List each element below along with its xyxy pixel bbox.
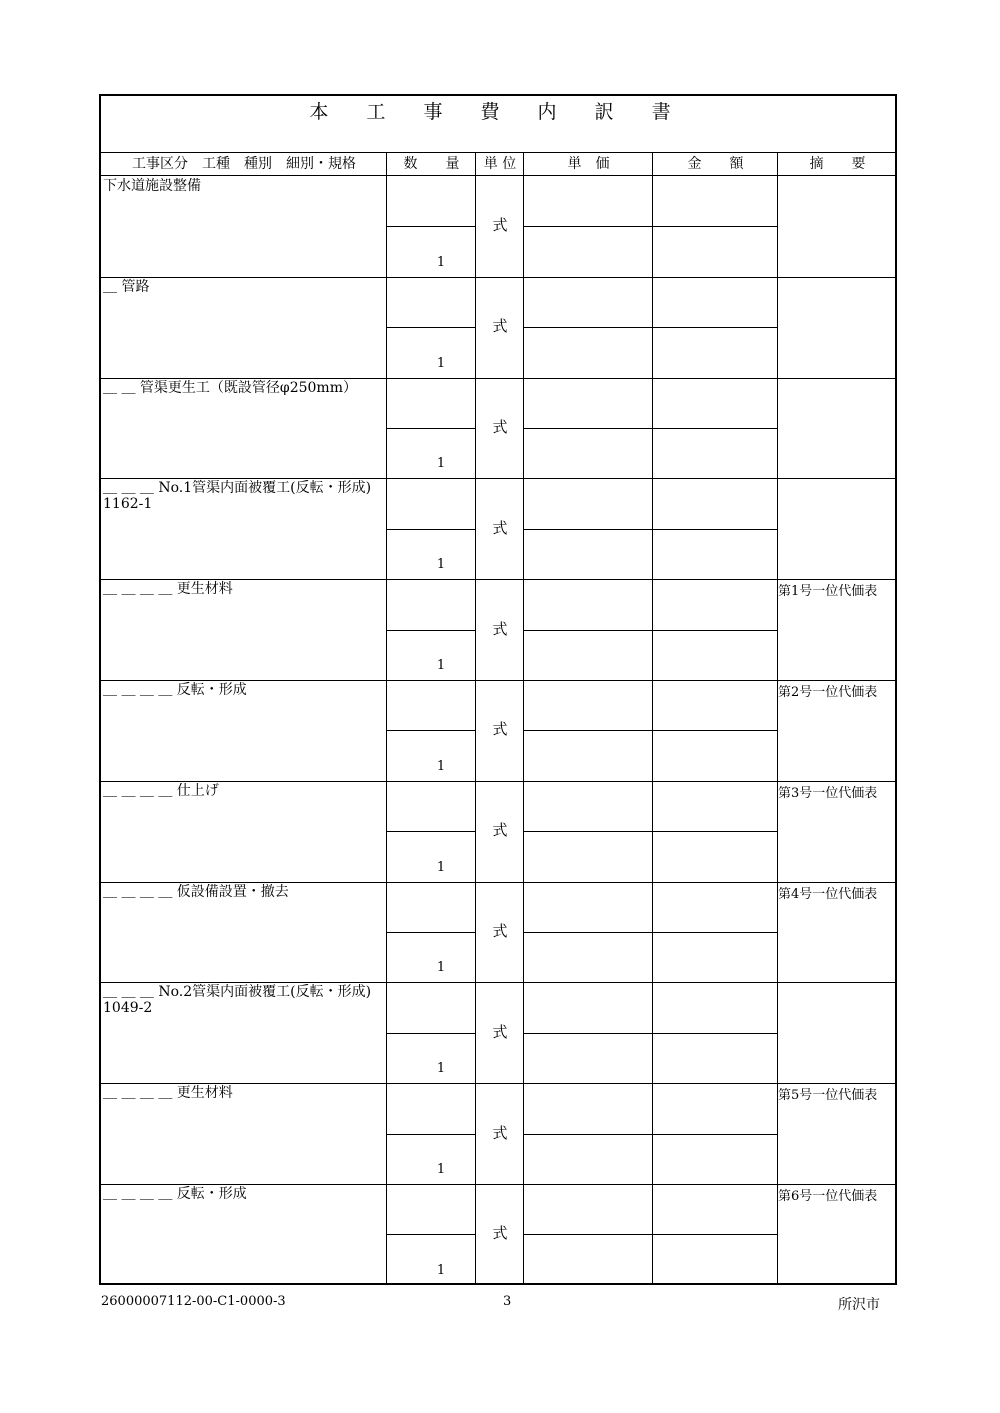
- item-unit: 式: [492, 418, 508, 436]
- item-quantity: 1: [436, 960, 446, 976]
- row-split-line: [386, 529, 475, 530]
- row-split-line: [523, 1134, 777, 1135]
- row-split-line: [523, 1234, 777, 1235]
- item-remarks: 第1号一位代価表: [778, 584, 878, 600]
- item-unit: 式: [492, 922, 508, 940]
- row-split-line: [386, 226, 475, 227]
- item-unit: 式: [492, 1224, 508, 1243]
- row-split-line: [523, 428, 777, 429]
- item-quantity: 1: [436, 658, 446, 673]
- item-description: ＿ ＿ ＿ ＿ 反転・形成: [103, 682, 247, 698]
- document-title: 本 工 事 費 内 訳 書: [309, 101, 687, 123]
- header-item: 工事区分 工種 種別 細別・規格: [101, 152, 387, 176]
- item-description: ＿ ＿ ＿ ＿ 反転・形成: [103, 1186, 247, 1202]
- item-remarks: 第4号一位代価表: [778, 886, 878, 902]
- item-description: 下水道施設整備: [103, 178, 201, 194]
- row-border: [101, 680, 895, 681]
- item-unit: 式: [492, 518, 508, 537]
- item-quantity: 1: [436, 557, 446, 573]
- row-split-line: [523, 226, 777, 227]
- row-split-line: [386, 932, 475, 933]
- header-unit-price: 単 価: [524, 152, 653, 176]
- item-description: ＿ 管路: [103, 278, 150, 295]
- cost-breakdown-sheet: [99, 94, 897, 1285]
- row-split-line: [523, 831, 777, 832]
- item-quantity: 1: [436, 254, 446, 270]
- item-description: ＿ ＿ ＿ ＿ 更生材料: [103, 581, 233, 598]
- item-remarks: 第2号一位代価表: [778, 685, 878, 700]
- item-quantity: 1: [436, 355, 446, 371]
- item-unit: 式: [492, 216, 508, 235]
- row-split-line: [523, 1033, 777, 1034]
- item-remarks: 第5号一位代価表: [778, 1088, 878, 1104]
- city-name: 所沢市: [838, 1297, 880, 1313]
- item-quantity: 1: [436, 1262, 446, 1278]
- row-split-line: [386, 630, 475, 631]
- header-quantity: 数 量: [387, 152, 476, 176]
- row-split-line: [386, 428, 475, 429]
- item-unit: 式: [492, 317, 508, 336]
- row-split-line: [386, 1033, 475, 1034]
- column-divider: [777, 152, 778, 1283]
- header-unit: 単 位: [476, 152, 524, 176]
- item-description: ＿ ＿ ＿ ＿ 仮設備設置・撤去: [103, 883, 289, 900]
- item-remarks: 第6号一位代価表: [778, 1189, 878, 1204]
- column-divider: [386, 152, 387, 1283]
- item-description: ＿ ＿ 管渠更生工（既設管径φ250mm）: [103, 379, 357, 396]
- row-border: [101, 781, 895, 782]
- row-border: [101, 882, 895, 883]
- item-quantity: 1: [436, 456, 446, 472]
- column-divider: [652, 152, 653, 1283]
- item-description: ＿ ＿ ＿ No.1管渠内面被覆工(反転・形成) 1162-1: [103, 480, 372, 513]
- item-description: ＿ ＿ ＿ ＿ 仕上げ: [103, 782, 219, 799]
- item-description: ＿ ＿ ＿ ＿ 更生材料: [103, 1085, 233, 1102]
- row-split-line: [386, 730, 475, 731]
- item-unit: 式: [492, 619, 508, 638]
- row-split-line: [523, 932, 777, 933]
- item-unit: 式: [492, 1022, 508, 1041]
- item-quantity: 1: [436, 1061, 446, 1077]
- row-split-line: [523, 327, 777, 328]
- item-unit: 式: [492, 1123, 508, 1142]
- row-split-line: [386, 1234, 475, 1235]
- row-split-line: [523, 529, 777, 530]
- row-border: [101, 378, 895, 379]
- item-quantity: 1: [436, 758, 446, 774]
- page-number: 3: [503, 1294, 512, 1309]
- row-border: [101, 277, 895, 278]
- item-description: ＿ ＿ ＿ No.2管渠内面被覆工(反転・形成) 1049-2: [103, 984, 372, 1017]
- item-quantity: 1: [436, 1162, 446, 1177]
- document-code: 26000007112-00-C1-0000-3: [101, 1294, 286, 1309]
- row-split-line: [523, 730, 777, 731]
- row-border: [101, 1184, 895, 1185]
- header-remarks: 摘 要: [778, 152, 897, 176]
- header-amount: 金 額: [653, 152, 778, 176]
- item-quantity: 1: [436, 859, 446, 875]
- row-split-line: [386, 831, 475, 832]
- row-split-line: [386, 1134, 475, 1135]
- item-remarks: 第3号一位代価表: [778, 785, 878, 801]
- row-split-line: [386, 327, 475, 328]
- row-split-line: [523, 630, 777, 631]
- item-unit: 式: [492, 720, 508, 739]
- item-unit: 式: [492, 821, 508, 840]
